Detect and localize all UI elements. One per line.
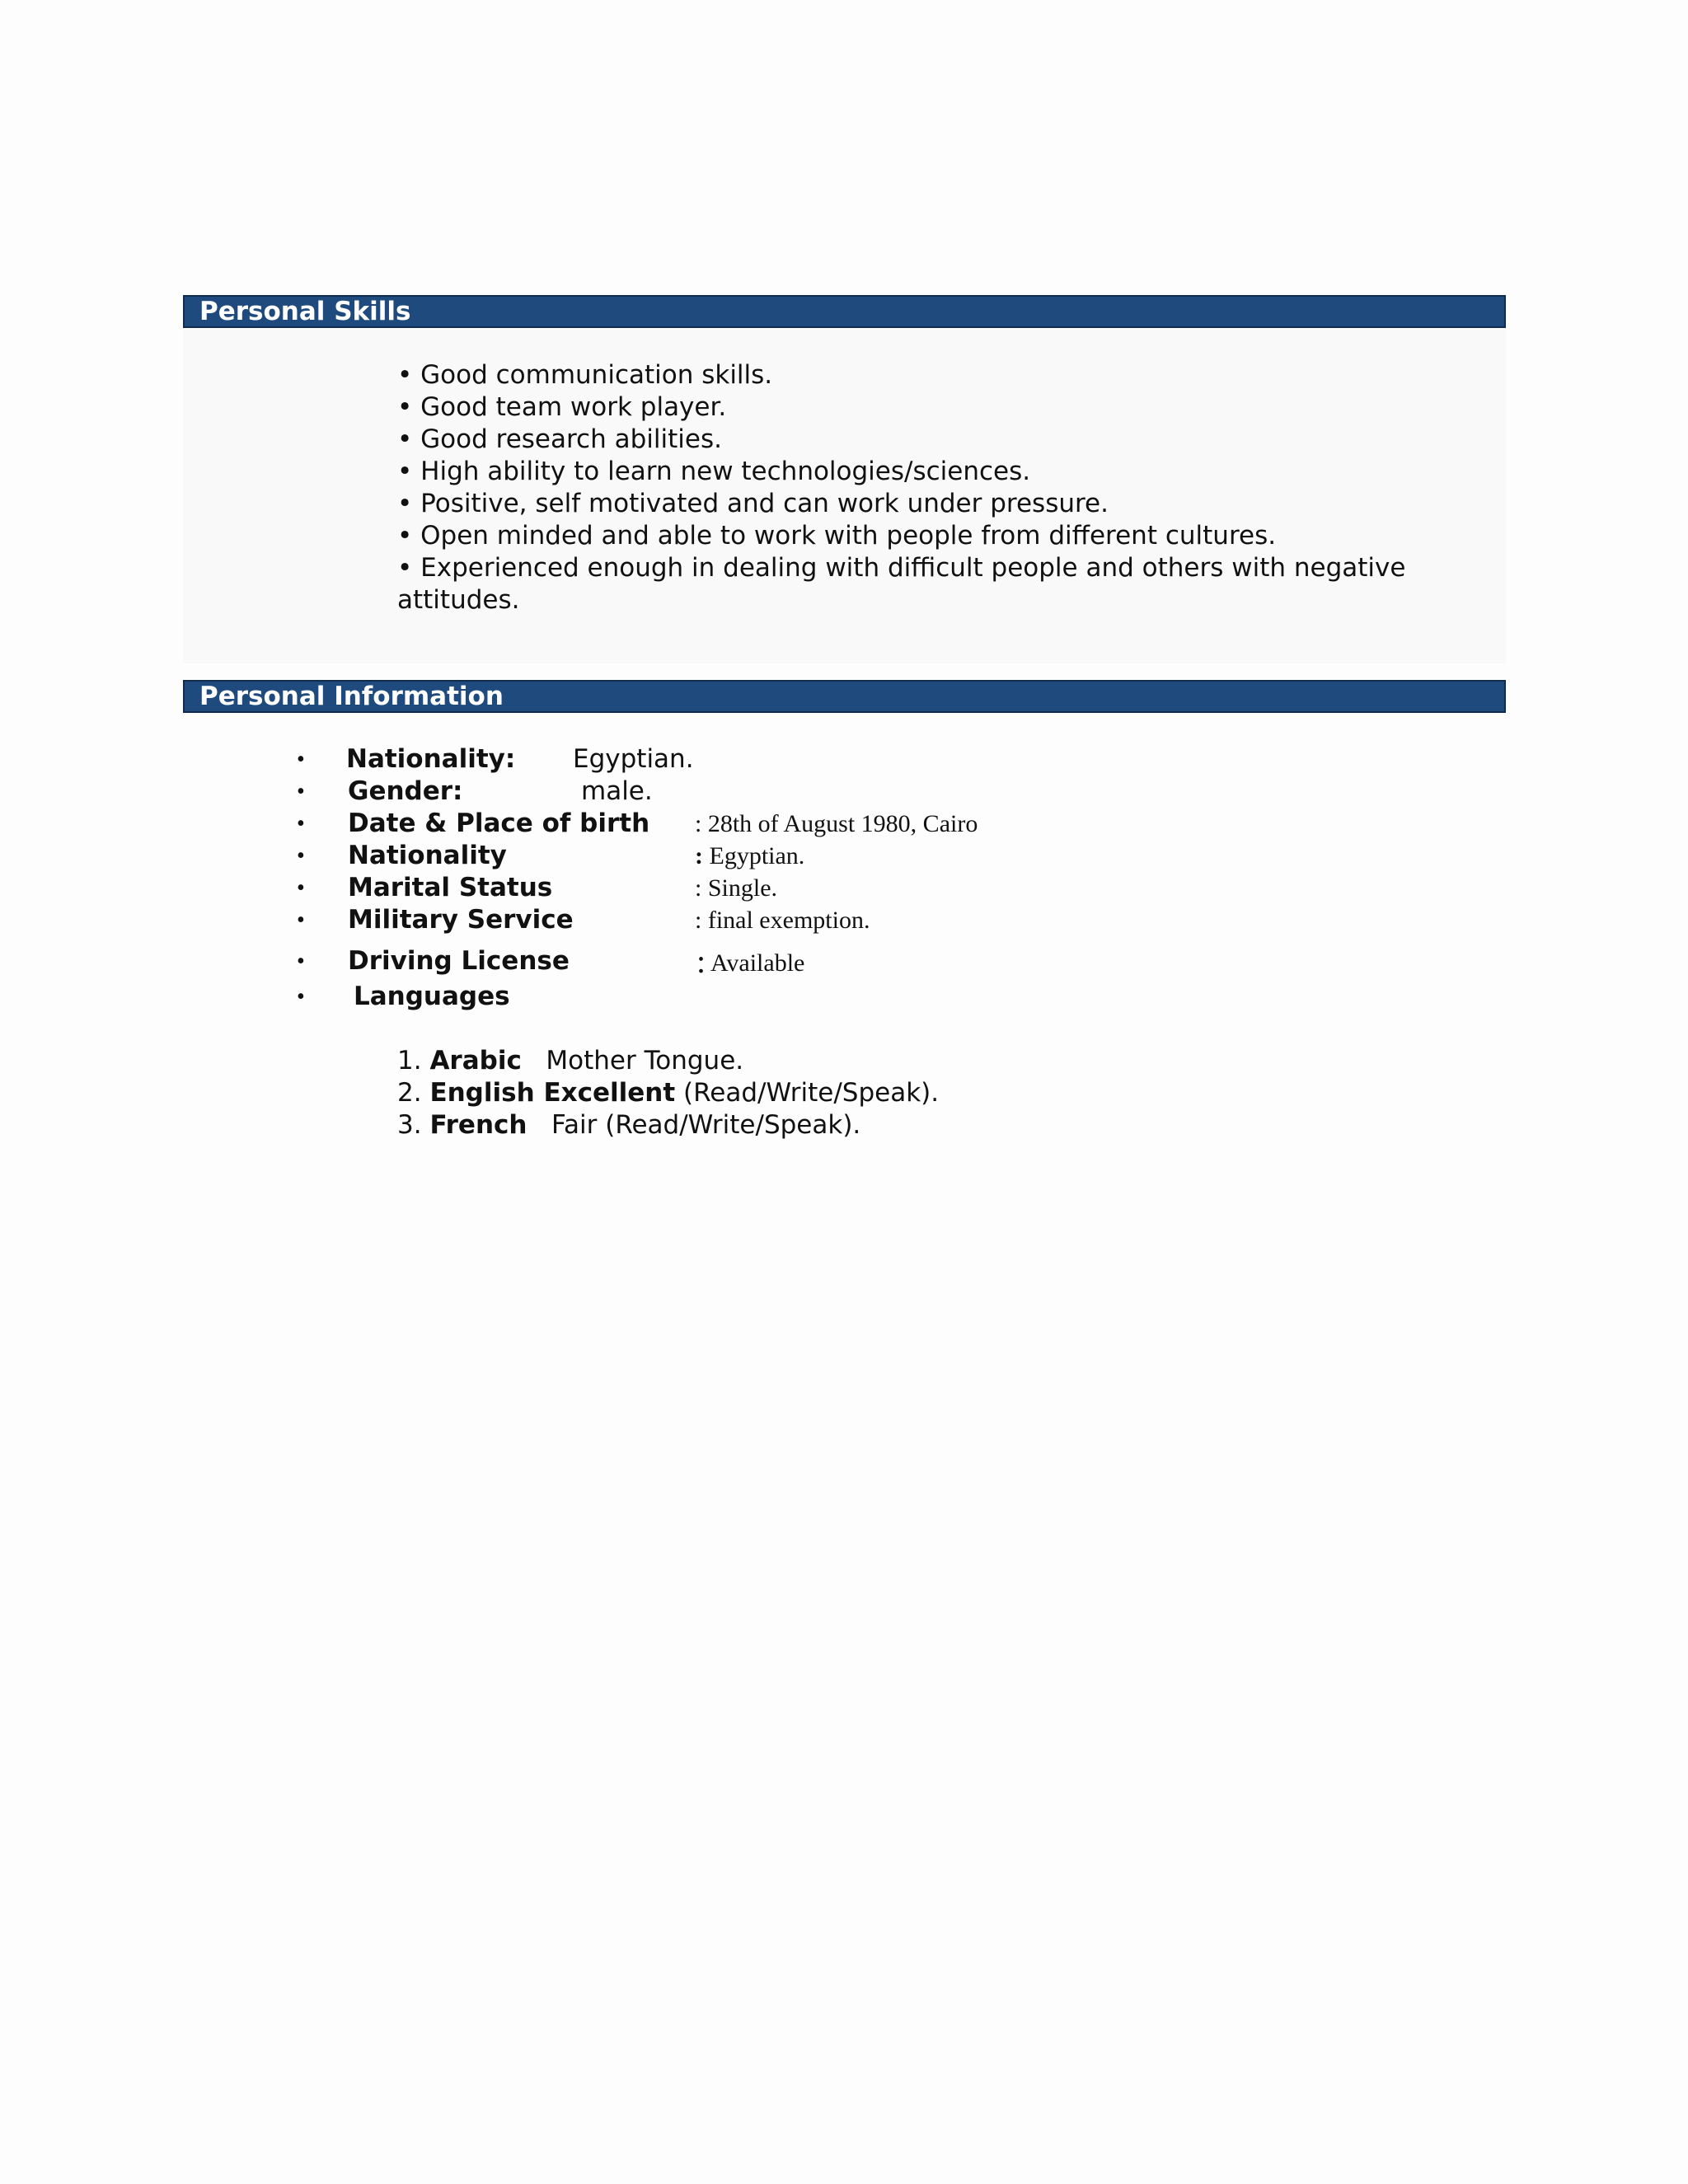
info-value: Egyptian. — [573, 744, 694, 774]
info-value: male. — [581, 776, 653, 806]
language-item — [397, 1045, 939, 1077]
info-label: Nationality — [348, 841, 507, 870]
info-label: Driving License — [348, 946, 570, 976]
skill-item: • Experienced enough in dealing with difficult people and others with negative attitudes. — [397, 552, 1477, 616]
info-label: Gender: — [348, 776, 463, 806]
skill-item: • Good communication skills. — [397, 359, 1477, 391]
colon: : — [695, 842, 703, 869]
language-number: 3. — [397, 1110, 422, 1140]
personal-skills-header: Personal Skills — [183, 295, 1506, 328]
skill-item: • Open minded and able to work with people from different cultures. — [397, 520, 1477, 552]
bullet: • — [297, 984, 305, 1010]
skill-item: • Good team work player. — [397, 391, 1477, 424]
language-detail: (Read/Write/Speak). — [683, 1078, 940, 1108]
colon: : — [696, 943, 706, 980]
skill-item: • High ability to learn new technologies/sciences. — [397, 456, 1477, 488]
bullet: • — [297, 811, 305, 837]
value-text: Available — [706, 949, 805, 977]
info-label: Date & Place of birth — [348, 808, 650, 838]
bullet: • — [297, 843, 305, 869]
language-item — [397, 1077, 939, 1109]
bullet: • — [297, 779, 305, 804]
info-label: Nationality: — [346, 744, 516, 774]
bullet: • — [297, 949, 305, 974]
personal-skills-list — [397, 359, 1477, 616]
language-name: Arabic — [429, 1046, 522, 1076]
info-value: : 28th of August 1980, Cairo — [695, 810, 978, 837]
info-label: Military Service — [348, 905, 574, 935]
language-item — [397, 1109, 939, 1141]
skill-item: • Positive, self motivated and can work under pressure. — [397, 488, 1477, 520]
language-name: French — [429, 1110, 528, 1140]
info-label: Marital Status — [348, 873, 553, 902]
language-detail: Mother Tongue. — [546, 1046, 744, 1076]
bullet: • — [297, 747, 305, 772]
info-value — [695, 840, 804, 872]
info-label: Languages — [354, 982, 510, 1011]
language-number: 1. — [397, 1046, 422, 1076]
bullet: • — [297, 907, 305, 933]
value-text: Egyptian. — [703, 842, 805, 869]
language-number: 2. — [397, 1078, 422, 1108]
language-name: English Excellent — [429, 1078, 676, 1108]
info-value: : final exemption. — [695, 907, 870, 934]
info-value: : Single. — [695, 874, 778, 902]
info-value — [696, 945, 804, 979]
languages-list — [397, 1045, 939, 1141]
language-detail: Fair (Read/Write/Speak). — [551, 1110, 861, 1140]
skill-item: • Good research abilities. — [397, 424, 1477, 456]
personal-information-header: Personal Information — [183, 680, 1506, 713]
bullet: • — [297, 875, 305, 901]
